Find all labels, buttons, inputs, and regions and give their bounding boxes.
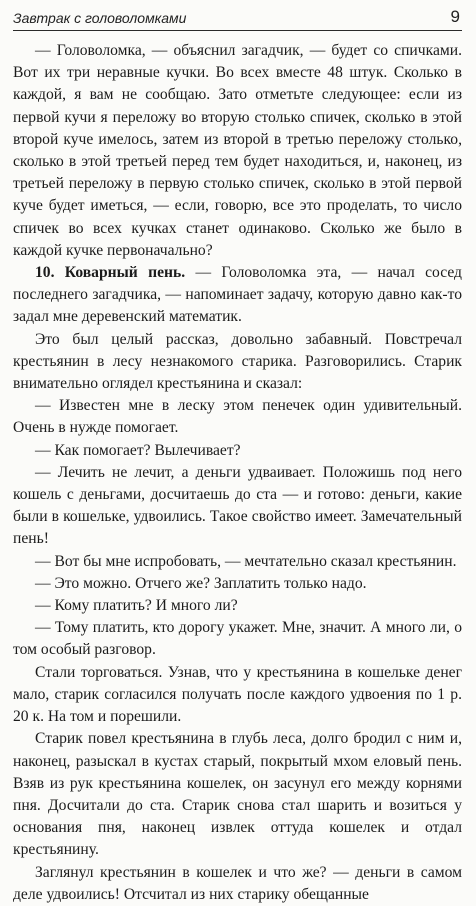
paragraph: — Лечить не лечит, а деньги удваивает. Положишь под него кошель с деньгами, досчитаешь до ста — и готово: деньги, какие были в кошельке, удвоились. Такое свойство имеет. Замечательный пень! <box>13 463 462 548</box>
page-header <box>13 2 462 31</box>
paragraph: — Вот бы мне испробовать, — мечтательно сказал крестьянин. <box>35 552 457 570</box>
paragraph <box>13 262 462 329</box>
paragraph: — Это можно. Отчего же? Заплатить только надо. <box>35 574 367 592</box>
paragraph: — Кому платить? И много ли? <box>35 597 238 615</box>
running-title: Завтрак с головоломками <box>13 10 187 26</box>
body-text <box>13 40 462 906</box>
paragraph: Старик повел крестьянина в глубь леса, долго бродил с ним и, наконец, разыскал в кустах старый, покрытый мхом еловый пень. Взяв из рук крестьянина кошелек, он засунул его между корнями пня. Досчитали до ста. Старик снова стал шарить и возиться у основания пня, наконец извлек оттуда кошелек и отдал крестьянину. <box>13 730 462 859</box>
page-number: 9 <box>450 7 460 26</box>
paragraph: Это был целый рассказ, довольно забавный. Повстречал крестьянин в лесу незнакомого старика. Разговорились. Старик внимательно оглядел крестьянина и сказал: <box>13 330 462 393</box>
paragraph: — Тому платить, кто дорогу укажет. Мне, значит. А много ли, о том особый разговор. <box>13 619 462 659</box>
paragraph: — Известен мне в леску этом пенечек один удивительный. Очень в нужде помогает. <box>13 397 462 437</box>
paragraph: Заглянул крестьянин в кошелек и что же? — деньги в самом деле удвоились! Отсчитал из них старику обещанные <box>13 863 462 903</box>
section-heading: 10. Коварный пень. <box>35 264 186 282</box>
paragraph: Стали торговаться. Узнав, что у крестьянина в кошельке денег мало, старик согласился получать после каждого удвоения по 1 р. 20 к. На том и порешили. <box>13 663 462 726</box>
paragraph-text: — Головоломка эта, — начал сосед последнего загадчика, — напоминает задачу, которую давно как-то задал мне деревенский математик. <box>13 264 462 326</box>
paragraph: — Головоломка, — объяснил загадчик, — будет со спичками. Вот их три неравные кучки. Во всех вместе 48 штук. Сколько в каждой, я вам не сообщаю. Зато отметьте следующее: если из первой кучи я переложу во вторую столько спичек, сколько в этой второй куче имелось, затем из второй в третью переложу столько, сколько в этой третьей перед тем будет находиться, и, наконец, из третьей переложу в первую столько спичек, сколько в этой первой куче будет иметься, — если, говорю, все это проделать, то число спичек во всех кучках станет одинаково. Сколько же было в каждой кучке первоначально? <box>13 42 462 259</box>
paragraph: — Как помогает? Вылечивает? <box>35 441 241 459</box>
